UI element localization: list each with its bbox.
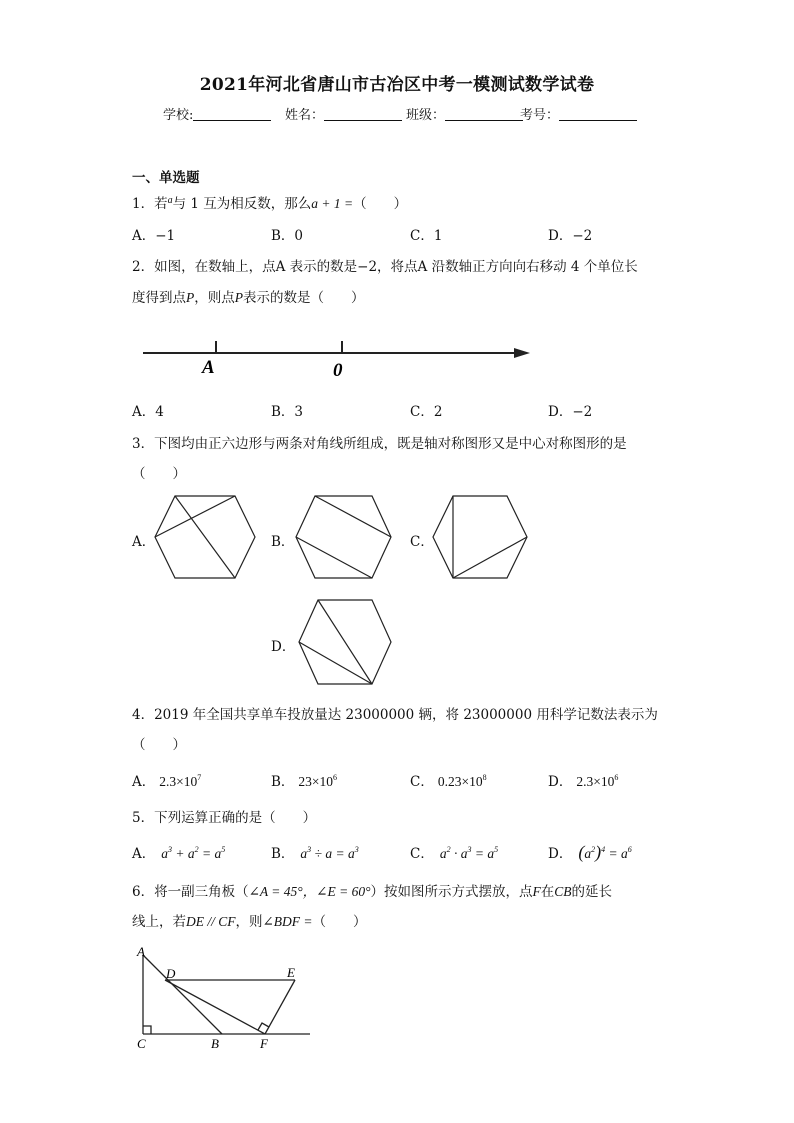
- q4-option-c-base: 0.23×10: [437, 774, 483, 789]
- q4-option-b-base: 23×10: [298, 774, 334, 789]
- q3-option-a-label[interactable]: A．: [132, 534, 156, 550]
- q1-option-d[interactable]: D．−2: [548, 228, 593, 244]
- q6-text-g: （ ）: [312, 914, 367, 930]
- q4-option-d-base: 2.3×10: [576, 774, 615, 789]
- q2-point-p: P: [186, 290, 195, 305]
- q6-text-f: ，则: [235, 914, 263, 930]
- q2-option-c[interactable]: C．2: [410, 404, 443, 420]
- q5-option-c-expr: $a^2 \cdot a^3 = a^5$: [439, 845, 499, 861]
- label-a: A: [137, 944, 145, 959]
- q1-suffix: （ ）: [353, 196, 408, 212]
- q1-prefix: 1．若: [132, 196, 168, 212]
- school-label: 学校:: [163, 108, 194, 123]
- page-title: 2021年河北省唐山市古冶区中考一模测试数学试卷: [199, 75, 595, 95]
- segment-ef: [265, 980, 295, 1034]
- q3-option-d-label[interactable]: D．: [271, 639, 296, 655]
- q5-option-a-label: A．: [132, 846, 156, 862]
- q1-expr: a + 1 =: [311, 196, 354, 211]
- q2-text-b: ，则点: [194, 290, 235, 306]
- q6-ask: ∠BDF =: [262, 914, 313, 929]
- question-4-line-1: 4．2019 年全国共享单车投放量达 23000000 辆，将 23000000 用科学记数法表示为: [132, 707, 658, 723]
- q6-text-d: 的延长: [571, 884, 612, 900]
- q6-text-c: 在: [540, 884, 555, 900]
- q4-option-c-label: C．: [410, 774, 434, 790]
- q6-point-f: F: [532, 884, 541, 899]
- q5-option-d-expr: $(a^2)^4 = a^6$: [578, 842, 632, 862]
- q3-option-b-label[interactable]: B．: [271, 534, 295, 550]
- q4-option-a-label: A．: [132, 774, 156, 790]
- right-angle-c: [143, 1026, 151, 1034]
- label-d: D: [166, 966, 176, 981]
- q2-text-a: 度得到点: [132, 290, 186, 306]
- question-3-line-1: 3．下图均由正六边形与两条对角线所组成，既是轴对称图形又是中心对称图形的是: [132, 436, 627, 452]
- label-b: B: [211, 1036, 219, 1051]
- q2-point-p-2: P: [234, 290, 243, 305]
- q4-option-a-base: 2.3×10: [159, 774, 198, 789]
- q5-option-b-expr: $a^3 \div a = a^3$: [300, 845, 359, 861]
- label-f: F: [260, 1036, 268, 1051]
- q1-option-a[interactable]: A．−1: [132, 228, 176, 244]
- question-3-line-2: （ ）: [132, 466, 186, 482]
- q1-var-a: a: [167, 195, 173, 206]
- q5-option-a-expr: $a^3 + a^2 = a^5$: [161, 845, 226, 861]
- section-heading: 一、单选题: [132, 170, 200, 186]
- q1-mid: 与 1 互为相反数，那么: [172, 196, 312, 212]
- segment-ab: [143, 955, 222, 1034]
- q4-option-b-label: B．: [271, 774, 295, 790]
- q2-option-b[interactable]: B．3: [271, 404, 304, 420]
- label-point-a: A: [202, 357, 215, 378]
- q2-text-c: 表示的数是（ ）: [243, 290, 365, 306]
- q5-option-c-label: C．: [410, 846, 434, 862]
- label-e: E: [287, 965, 295, 980]
- q1-option-b[interactable]: B．0: [271, 228, 304, 244]
- segment-df: [165, 980, 265, 1034]
- name-label: 姓名：: [285, 108, 325, 123]
- class-label: 班级：: [406, 108, 446, 123]
- q2-option-d[interactable]: D．−2: [548, 404, 593, 420]
- question-4-line-2: （ ）: [132, 737, 186, 753]
- q4-option-c-exp: 8: [482, 773, 487, 782]
- question-2-line-1: 2．如图，在数轴上，点A 表示的数是−2，将点A 沿数轴正方向向右移动 4 个单位长: [132, 259, 638, 275]
- number-label: 考号：: [520, 108, 560, 123]
- q6-angles: ∠A = 45°，∠E = 60°: [248, 884, 371, 899]
- label-c: C: [137, 1036, 146, 1051]
- q1-option-c[interactable]: C．1: [410, 228, 443, 244]
- q6-condition: DE // CF: [186, 914, 236, 929]
- q4-option-d-label: D．: [548, 774, 573, 790]
- q5-option-b-label: B．: [271, 846, 295, 862]
- q4-option-a-exp: 7: [197, 773, 202, 782]
- q6-segment-cb: CB: [554, 884, 572, 899]
- q3-option-c-label[interactable]: C．: [410, 534, 434, 550]
- q2-option-a[interactable]: A．4: [132, 404, 164, 420]
- label-origin: 0: [333, 360, 343, 381]
- q4-option-b-exp: 6: [333, 773, 338, 782]
- q6-text-e: 线上，若: [132, 914, 186, 930]
- question-5: 5．下列运算正确的是（ ）: [132, 810, 317, 826]
- q4-option-d-exp: 6: [614, 773, 619, 782]
- q6-text-a: 6．将一副三角板（: [132, 884, 249, 900]
- q6-text-b: ）按如图所示方式摆放，点: [370, 884, 533, 900]
- q5-option-d-label: D．: [548, 846, 573, 862]
